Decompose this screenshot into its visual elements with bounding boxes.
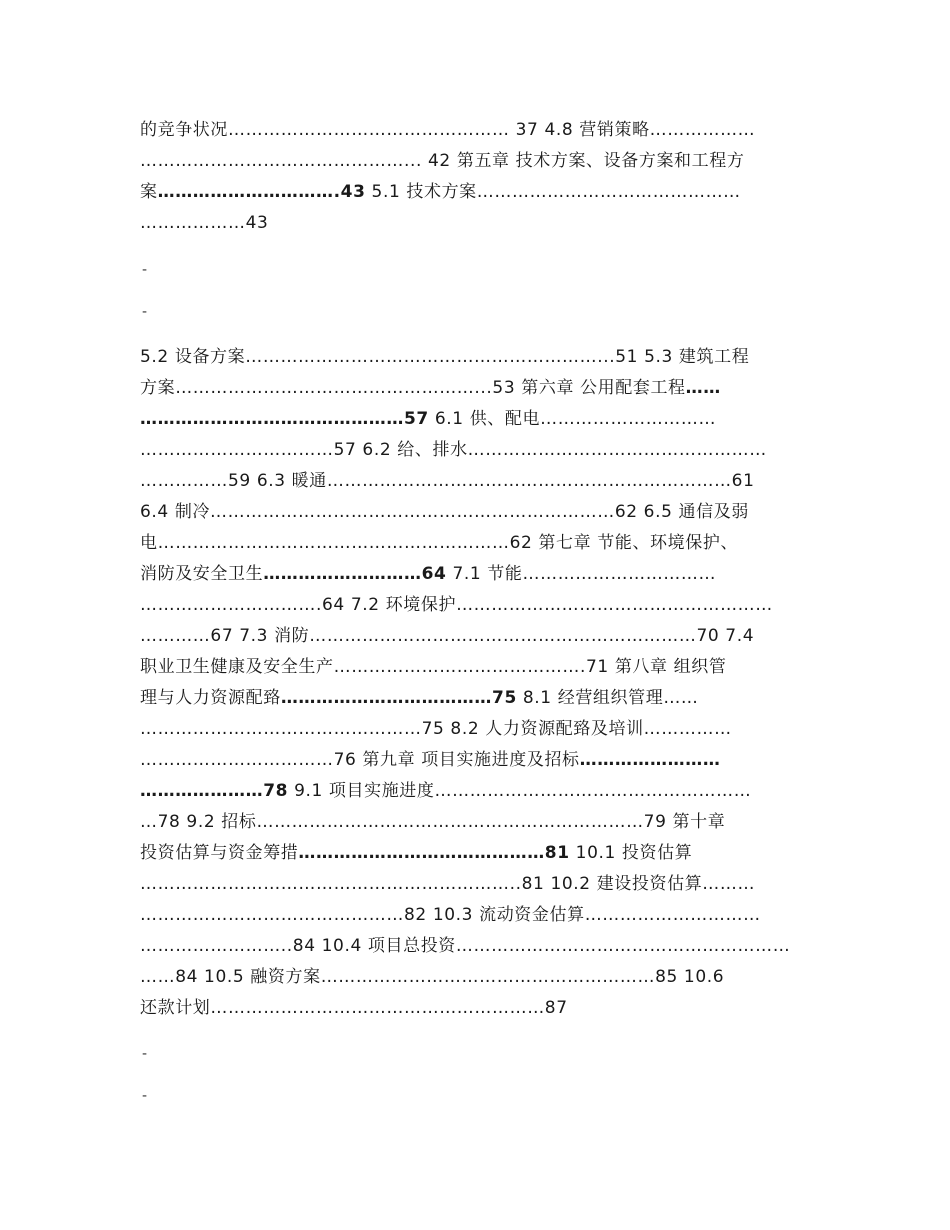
toc-line (140, 745, 720, 776)
toc-line (140, 993, 568, 1024)
toc-line (140, 838, 692, 869)
toc-line (140, 404, 716, 435)
toc-text-segment: 5.2 设备方案……………………………………………………...51 5.3 建筑工程 (140, 347, 750, 367)
toc-line (140, 528, 738, 559)
toc-text-segment: ……………………………76 第九章 项目实施进度及招标 (140, 750, 580, 770)
toc-text-segment: 职业卫生健康及安全生产…………………………………….71 第八章 组织管 (140, 657, 727, 677)
toc-line (140, 683, 699, 714)
toc-text-segment: ………………………….64 7.2 环境保护……………………………………………… (140, 595, 773, 615)
toc-bold-segment: ………………………………75 (280, 688, 517, 708)
toc-line (140, 962, 724, 993)
toc-text-segment: ………………43 (140, 213, 269, 233)
toc-text-segment: ………………………………………... 42 第五章 技术方案、设备方案和工程方 (140, 151, 745, 171)
toc-line (140, 621, 754, 652)
toc-text-segment: 7.1 节能…………………………… (446, 564, 717, 584)
toc-text-segment: 消防及安全卫生 (140, 564, 264, 584)
page-separator: - (142, 1088, 148, 1104)
page-separator: - (142, 304, 148, 320)
toc-line (140, 869, 755, 900)
toc-line (140, 177, 741, 208)
toc-line (140, 652, 726, 683)
toc-bold-segment: ……………………………………81 (298, 843, 570, 863)
toc-text-segment: 6.4 制冷……………………………………………………………62 6.5 通信及弱 (140, 502, 749, 522)
toc-text-segment: 6.1 供、配电………………………… (428, 409, 717, 429)
toc-text-segment: ……………59 6.3 暖通……………………………………………………………61 (140, 471, 755, 491)
toc-text-segment: ……84 10.5 融资方案…………………………………………………85 10.6 (140, 967, 725, 987)
toc-text-segment: 方案……………………………………………...53 第六章 公用配套工程 (140, 378, 686, 398)
toc-bold-segment: …………………… (579, 750, 721, 770)
page-separator: - (142, 1046, 148, 1062)
toc-text-segment: …………67 7.3 消防…………………………………………………………70 7.4 (140, 626, 755, 646)
toc-text-segment: 9.1 项目实施进度……………………………………………… (288, 781, 752, 801)
toc-text-segment: 8.1 经营组织管理…… (516, 688, 699, 708)
toc-text-segment: 投资估算与资金筹措 (140, 843, 299, 863)
toc-line (140, 435, 767, 466)
toc-line (140, 115, 755, 146)
toc-bold-segment: …… (685, 378, 721, 398)
page-separator: - (142, 262, 148, 278)
toc-text-segment: 理与人力资源配臵 (140, 688, 281, 708)
toc-line (140, 714, 732, 745)
toc-line (140, 559, 716, 590)
toc-line (140, 208, 268, 239)
toc-line (140, 900, 761, 931)
toc-line (140, 373, 721, 404)
toc-line (140, 590, 773, 621)
toc-line (140, 776, 751, 807)
toc-text-segment: ……………………..84 10.4 项目总投资………………………………………………… (140, 936, 791, 956)
toc-bold-segment: ………………………………………57 (140, 409, 429, 429)
toc-line (140, 466, 755, 497)
toc-bold-segment: ………………………….43 (157, 182, 366, 202)
toc-text-segment: ………………………………………………………..81 10.2 建设投资估算……… (140, 874, 756, 894)
toc-line (140, 342, 749, 373)
toc-text-segment: 还款计划…………………………………………………87 (140, 998, 568, 1018)
toc-text-segment: ………………………………………82 10.3 流动资金估算………………………… (140, 905, 761, 925)
toc-text-segment: …………………………………………75 8.2 人力资源配臵及培训…………… (140, 719, 732, 739)
toc-line (140, 146, 744, 177)
toc-text-segment: 电……………………………………………………62 第七章 节能、环境保护、 (140, 533, 739, 553)
toc-text-segment: 10.1 投资估算 (569, 843, 693, 863)
toc-line (140, 931, 790, 962)
toc-text-segment: ……………………………57 6.2 给、排水…………………………………………… (140, 440, 767, 460)
toc-bold-segment: ………………………64 (263, 564, 447, 584)
toc-text-segment: 的竞争状况………………………………………… 37 4.8 营销策略……………… (140, 120, 756, 140)
toc-text-segment: …78 9.2 招标…………………………………………………………79 第十章 (140, 812, 726, 832)
toc-line (140, 497, 749, 528)
toc-line (140, 807, 725, 838)
toc-bold-segment: …………………78 (140, 781, 289, 801)
toc-text-segment: 案 (140, 182, 158, 202)
toc-text-segment: 5.1 技术方案……………………………………… (365, 182, 741, 202)
